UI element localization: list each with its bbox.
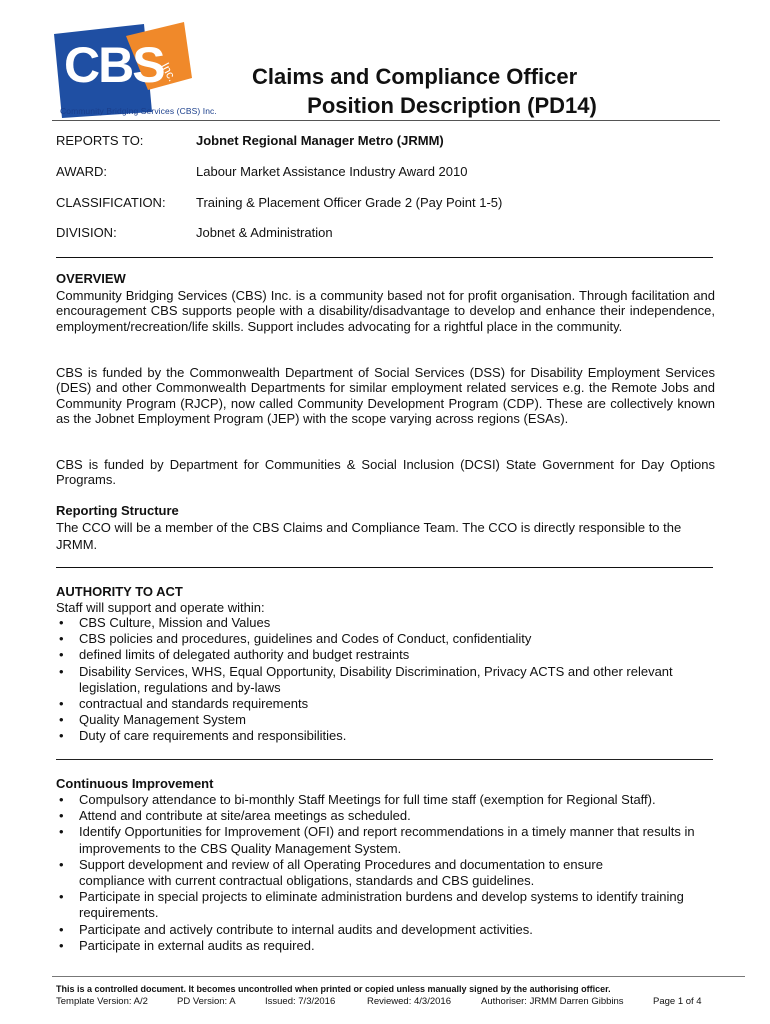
reporting-heading: Reporting Structure (56, 503, 179, 518)
authority-list (56, 615, 718, 745)
reporting-text: The CCO will be a member of the CBS Claims and Compliance Team. The CCO is directly responsible to the JRMM. (56, 520, 682, 552)
reports-to-label: REPORTS TO: (56, 133, 144, 148)
overview-heading: OVERVIEW (56, 271, 126, 286)
list-item: • defined limits of delegated authority and budget restraints (59, 647, 410, 663)
classification-label: CLASSIFICATION: (56, 195, 166, 210)
section-divider (56, 759, 713, 760)
classification-value: Training & Placement Officer Grade 2 (Pay Point 1-5) (196, 195, 503, 210)
list-item: • Participate in external audits as required. (59, 937, 315, 953)
section-divider (56, 257, 713, 258)
list-item: • Disability Services, WHS, Equal Opportunity, Disability Discrimination, Privacy ACTS and other relevant legislation, regulations and by-laws (59, 663, 673, 695)
title-line-1: Claims and Compliance Officer (252, 64, 578, 89)
list-item: • CBS Culture, Mission and Values (59, 615, 271, 630)
list-item: • Attend and contribute at site/area meetings as scheduled. (59, 808, 411, 824)
template-version: Template Version: A/2 (56, 996, 148, 1007)
document-title (252, 62, 652, 120)
logo-sub: Inc. (158, 60, 180, 84)
list-item: • contractual and standards requirements (59, 696, 309, 712)
list-item: • Duty of care requirements and responsibilities. (59, 728, 347, 744)
issued-date: Issued: 7/3/2016 (265, 996, 336, 1007)
overview-paragraph-1: Community Bridging Services (CBS) Inc. is a community based not for profit organisation. Through facilitation and encouragement CBS supports people with a disability/disadvantage to develop and enhance their independence, employment/recreation/life skills. Support includes advocating for a rightful place in the community. (56, 288, 715, 334)
cbs-logo (52, 20, 242, 120)
list-item: • Quality Management System (59, 712, 246, 728)
improvement-heading: Continuous Improvement (56, 776, 214, 791)
list-item: • Participate in special projects to eliminate administration burdens and develop systems to identify training requirements. (59, 889, 684, 921)
authority-intro: Staff will support and operate within: (56, 600, 265, 615)
footer-meta (56, 996, 702, 1007)
award-label: AWARD: (56, 164, 108, 179)
overview-paragraph-2: CBS is funded by the Commonwealth Department of Social Services (DSS) for Disability Employment Services (DES) and other Commonwealth Departments for similar employment related services e.g. the Remote Jobs and Community Program (RJCP), now called Community Development Program (CDP). These are collectively known as the Jobnet Employment Program (JEP) with the scope varying across regions (ESAs). (56, 365, 715, 427)
list-item: • Participate and actively contribute to internal audits and development activities. (59, 921, 533, 937)
page-number: Page 1 of 4 (653, 996, 702, 1007)
pd-version: PD Version: A (177, 996, 236, 1007)
authoriser: Authoriser: JRMM Darren Gibbins (481, 996, 624, 1007)
award-value: Labour Market Assistance Industry Award 2010 (196, 164, 468, 179)
list-item: • Identify Opportunities for Improvement (OFI) and report recommendations in a timely manner that results in improvements to the CBS Quality Management System. (59, 824, 695, 856)
footer-note: This is a controlled document. It becomes uncontrolled when printed or copied unless manually signed by the authorising officer. (56, 984, 611, 994)
authority-heading: AUTHORITY TO ACT (56, 584, 183, 599)
division-value: Jobnet & Administration (196, 225, 333, 240)
improvement-list (56, 792, 718, 954)
list-item: • Support development and review of all Operating Procedures and documentation to ensure compliance with current contractual obligations, standards and CBS guidelines. (59, 856, 603, 889)
list-item: • Compulsory attendance to bi-monthly Staff Meetings for full time staff (exemption for Regional Staff). (59, 792, 656, 807)
overview-paragraph-3: CBS is funded by Department for Communities & Social Inclusion (DCSI) State Government for Day Options Programs. (56, 457, 715, 488)
reviewed-date: Reviewed: 4/3/2016 (367, 996, 451, 1007)
header-divider (52, 120, 720, 121)
division-label: DIVISION: (56, 225, 117, 240)
title-line-2: Position Description (PD14) (307, 93, 597, 118)
footer-divider (52, 976, 745, 977)
reports-to-value: Jobnet Regional Manager Metro (JRMM) (196, 133, 444, 148)
section-divider (56, 567, 713, 568)
logo-tagline: Community Bridging Services (CBS) Inc. (60, 106, 217, 116)
list-item: • CBS policies and procedures, guidelines and Codes of Conduct, confidentiality (59, 631, 532, 647)
logo-text: CBS (64, 37, 164, 93)
